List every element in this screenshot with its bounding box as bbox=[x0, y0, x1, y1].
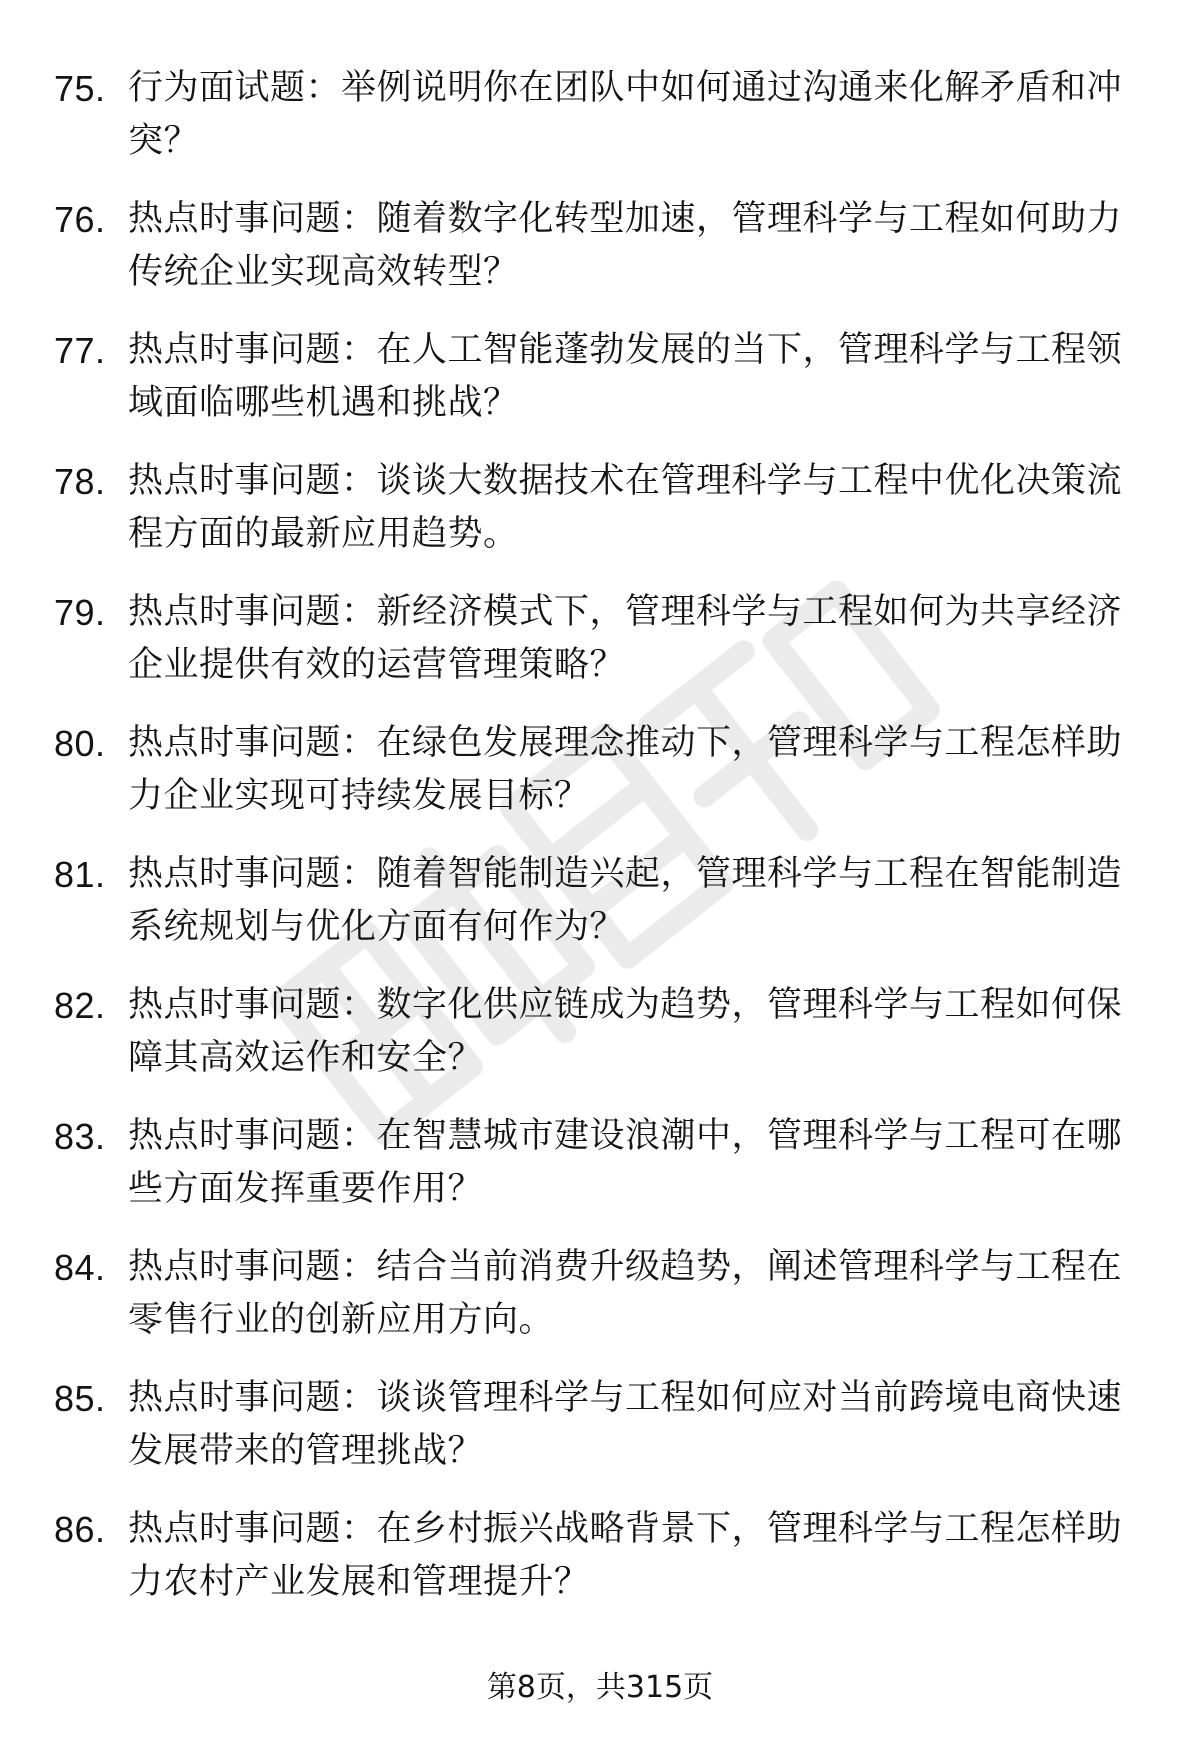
list-item bbox=[54, 586, 1146, 692]
question-number: 83. bbox=[54, 1116, 106, 1157]
question-text: 行为面试题：举例说明你在团队中如何通过沟通来化解矛盾和冲突？ bbox=[128, 68, 1123, 161]
question-text: 热点时事问题：在人工智能蓬勃发展的当下，管理科学与工程领域面临哪些机遇和挑战？ bbox=[128, 330, 1123, 423]
list-item bbox=[54, 193, 1146, 299]
question-number: 81. bbox=[54, 854, 106, 895]
question-number: 79. bbox=[54, 592, 106, 633]
question-text: 热点时事问题：谈谈大数据技术在管理科学与工程中优化决策流程方面的最新应用趋势。 bbox=[128, 461, 1123, 554]
question-text: 热点时事问题：在绿色发展理念推动下，管理科学与工程怎样助力企业实现可持续发展目标？ bbox=[128, 723, 1123, 816]
question-number: 82. bbox=[54, 985, 106, 1026]
question-number: 86. bbox=[54, 1509, 106, 1550]
question-text: 热点时事问题：在智慧城市建设浪潮中，管理科学与工程可在哪些方面发挥重要作用？ bbox=[128, 1116, 1123, 1209]
question-text: 热点时事问题：在乡村振兴战略背景下，管理科学与工程怎样助力农村产业发展和管理提升？ bbox=[128, 1509, 1123, 1602]
question-number: 75. bbox=[54, 68, 106, 109]
question-text: 热点时事问题：谈谈管理科学与工程如何应对当前跨境电商快速发展带来的管理挑战？ bbox=[128, 1378, 1123, 1471]
list-item bbox=[54, 848, 1146, 954]
list-item bbox=[54, 1110, 1146, 1216]
question-text: 热点时事问题：结合当前消费升级趋势，阐述管理科学与工程在零售行业的创新应用方向。 bbox=[128, 1247, 1123, 1340]
list-item bbox=[54, 1372, 1146, 1478]
question-number: 77. bbox=[54, 330, 106, 371]
question-text: 热点时事问题：数字化供应链成为趋势，管理科学与工程如何保障其高效运作和安全？ bbox=[128, 985, 1123, 1078]
question-text: 热点时事问题：新经济模式下，管理科学与工程如何为共享经济企业提供有效的运营管理策略？ bbox=[128, 592, 1123, 685]
page-number: 第8页，共315页 bbox=[486, 1670, 714, 1705]
question-number: 76. bbox=[54, 199, 106, 240]
question-number: 78. bbox=[54, 461, 106, 502]
list-item bbox=[54, 62, 1146, 168]
question-number: 84. bbox=[54, 1247, 106, 1288]
question-number: 85. bbox=[54, 1378, 106, 1419]
list-item bbox=[54, 979, 1146, 1085]
list-item bbox=[54, 324, 1146, 430]
question-list bbox=[54, 62, 1146, 1634]
question-number: 80. bbox=[54, 723, 106, 764]
question-text: 热点时事问题：随着智能制造兴起，管理科学与工程在智能制造系统规划与优化方面有何作为？ bbox=[128, 854, 1123, 947]
question-text: 热点时事问题：随着数字化转型加速，管理科学与工程如何助力传统企业实现高效转型？ bbox=[128, 199, 1123, 292]
list-item bbox=[54, 717, 1146, 823]
list-item bbox=[54, 455, 1146, 561]
list-item bbox=[54, 1241, 1146, 1347]
list-item bbox=[54, 1503, 1146, 1609]
